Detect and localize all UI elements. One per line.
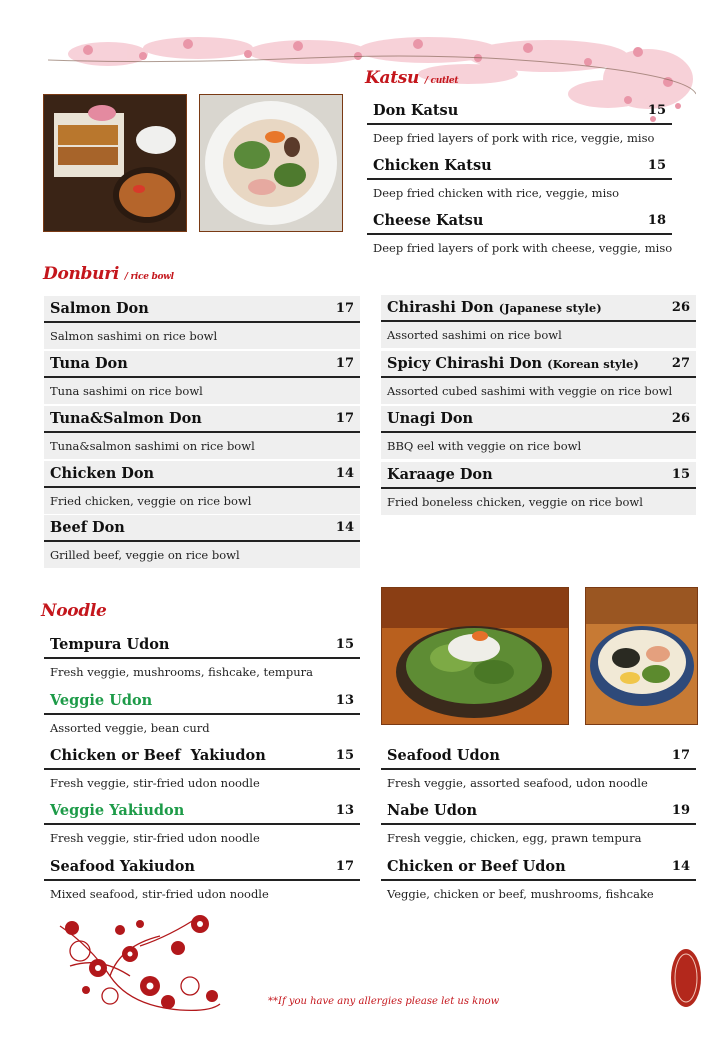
menu-item-seafood-udon [381,743,696,796]
menu-item-chicken-beef-yakiudon [44,743,360,796]
oval-stamp [669,947,703,1009]
item-description: Mixed seafood, stir-fried udon noodle [50,887,269,901]
noodle-title: Noodle [41,601,107,621]
item-description: Fresh veggie, assorted seafood, udon noodle [387,776,648,790]
item-name: Cheese Katsu [373,212,484,229]
menu-item-chicken-katsu [367,153,672,206]
item-name-text: Spicy Chirashi Don [387,355,543,372]
item-price: 19 [671,803,690,818]
item-price: 17 [671,748,690,763]
item-name: Don Katsu [373,102,459,119]
item-price: 15 [335,748,354,763]
item-description: Tuna sashimi on rice bowl [44,378,360,404]
item-name [387,355,639,372]
item-name: Chicken or Beef Yakiudon [50,747,266,764]
item-name: Veggie Udon [50,692,153,709]
item-description: Tuna&salmon sashimi on rice bowl [44,433,360,459]
udon-bowl-photo [585,587,698,725]
allergy-note: **If you have any allergies please let us know [268,996,500,1007]
item-name-text: Chirashi Don [387,299,494,316]
item-price: 17 [335,411,354,426]
item-name: Beef Don [50,519,125,536]
item-price: 17 [335,859,354,874]
menu-item-chicken-beef-udon [381,854,696,907]
item-description: Assorted sashimi on rice bowl [381,322,696,348]
donburi-section-title [43,264,174,284]
noodle-section-title [41,601,107,621]
item-name: Salmon Don [50,300,149,317]
item-price: 18 [647,213,666,228]
menu-item-tuna-don [44,351,360,404]
menu-item-veggie-yakiudon [44,798,360,851]
katsu-subtitle: / cutlet [424,76,459,86]
katsu-title: Katsu [365,68,420,88]
item-name: Chicken Katsu [373,157,492,174]
item-name: Tempura Udon [50,636,170,653]
seafood-salad-photo [381,587,569,725]
item-style: (Japanese style) [498,301,602,315]
menu-item-nabe-udon [381,798,696,851]
flower-ornament [50,906,225,1018]
item-description: Fried boneless chicken, veggie on rice bowl [381,489,696,515]
menu-item-chicken-don [44,461,360,514]
item-price: 14 [335,466,354,481]
item-name: Chicken Don [50,465,155,482]
item-price: 17 [335,356,354,371]
item-price: 13 [335,693,354,708]
menu-item-seafood-yakiudon [44,854,360,907]
menu-item-unagi-don [381,406,696,459]
menu-item-cheese-katsu [367,208,672,261]
item-name: Seafood Yakiudon [50,858,195,875]
item-name: Seafood Udon [387,747,500,764]
item-description: Salmon sashimi on rice bowl [44,323,360,349]
item-description: Grilled beef, veggie on rice bowl [44,542,360,568]
item-price: 14 [671,859,690,874]
katsu-section-title [365,68,458,88]
item-price: 15 [647,158,666,173]
item-description: Assorted veggie, bean curd [50,721,210,735]
katsu-set-photo [43,94,187,232]
item-price: 17 [335,301,354,316]
menu-item-tempura-udon [44,632,360,685]
item-price: 27 [671,356,690,371]
donburi-title: Donburi [43,264,120,284]
menu-item-salmon-don [44,296,360,349]
item-name: Karaage Don [387,466,493,483]
item-name: Chicken or Beef Udon [387,858,566,875]
item-name: Unagi Don [387,410,474,427]
item-name: Tuna Don [50,355,128,372]
item-description: Fresh veggie, mushrooms, fishcake, tempura [50,665,313,679]
item-description: Fried chicken, veggie on rice bowl [44,488,360,514]
menu-item-spicy-chirashi-don [381,351,696,404]
item-price: 15 [335,637,354,652]
item-price: 14 [335,520,354,535]
item-description: Deep fried layers of pork with rice, veggie, miso [373,131,655,145]
menu-item-karaage-don [381,462,696,515]
item-description: Deep fried layers of pork with cheese, veggie, miso [373,241,673,255]
item-price: 15 [671,467,690,482]
item-description: Fresh veggie, stir-fried udon noodle [50,831,260,845]
donburi-subtitle: / rice bowl [124,272,174,282]
menu-item-veggie-udon [44,688,360,741]
item-price: 13 [335,803,354,818]
item-description: BBQ eel with veggie on rice bowl [381,433,696,459]
item-description: Fresh veggie, chicken, egg, prawn tempura [387,831,642,845]
item-style: (Korean style) [547,357,639,371]
menu-item-tuna-salmon-don [44,406,360,459]
item-description: Deep fried chicken with rice, veggie, miso [373,186,620,200]
item-description: Assorted cubed sashimi with veggie on rice bowl [381,378,696,404]
menu-item-chirashi-don [381,295,696,348]
item-description: Veggie, chicken or beef, mushrooms, fishcake [387,887,654,901]
menu-item-don-katsu [367,98,672,151]
item-name: Nabe Udon [387,802,478,819]
item-name: Veggie Yakiudon [50,802,185,819]
item-price: 26 [671,300,690,315]
item-price: 26 [671,411,690,426]
item-description: Fresh veggie, stir-fried udon noodle [50,776,260,790]
item-name [387,299,602,316]
menu-item-beef-don [44,515,360,568]
item-price: 15 [647,103,666,118]
item-name: Tuna&Salmon Don [50,410,202,427]
salad-bowl-photo [199,94,343,232]
